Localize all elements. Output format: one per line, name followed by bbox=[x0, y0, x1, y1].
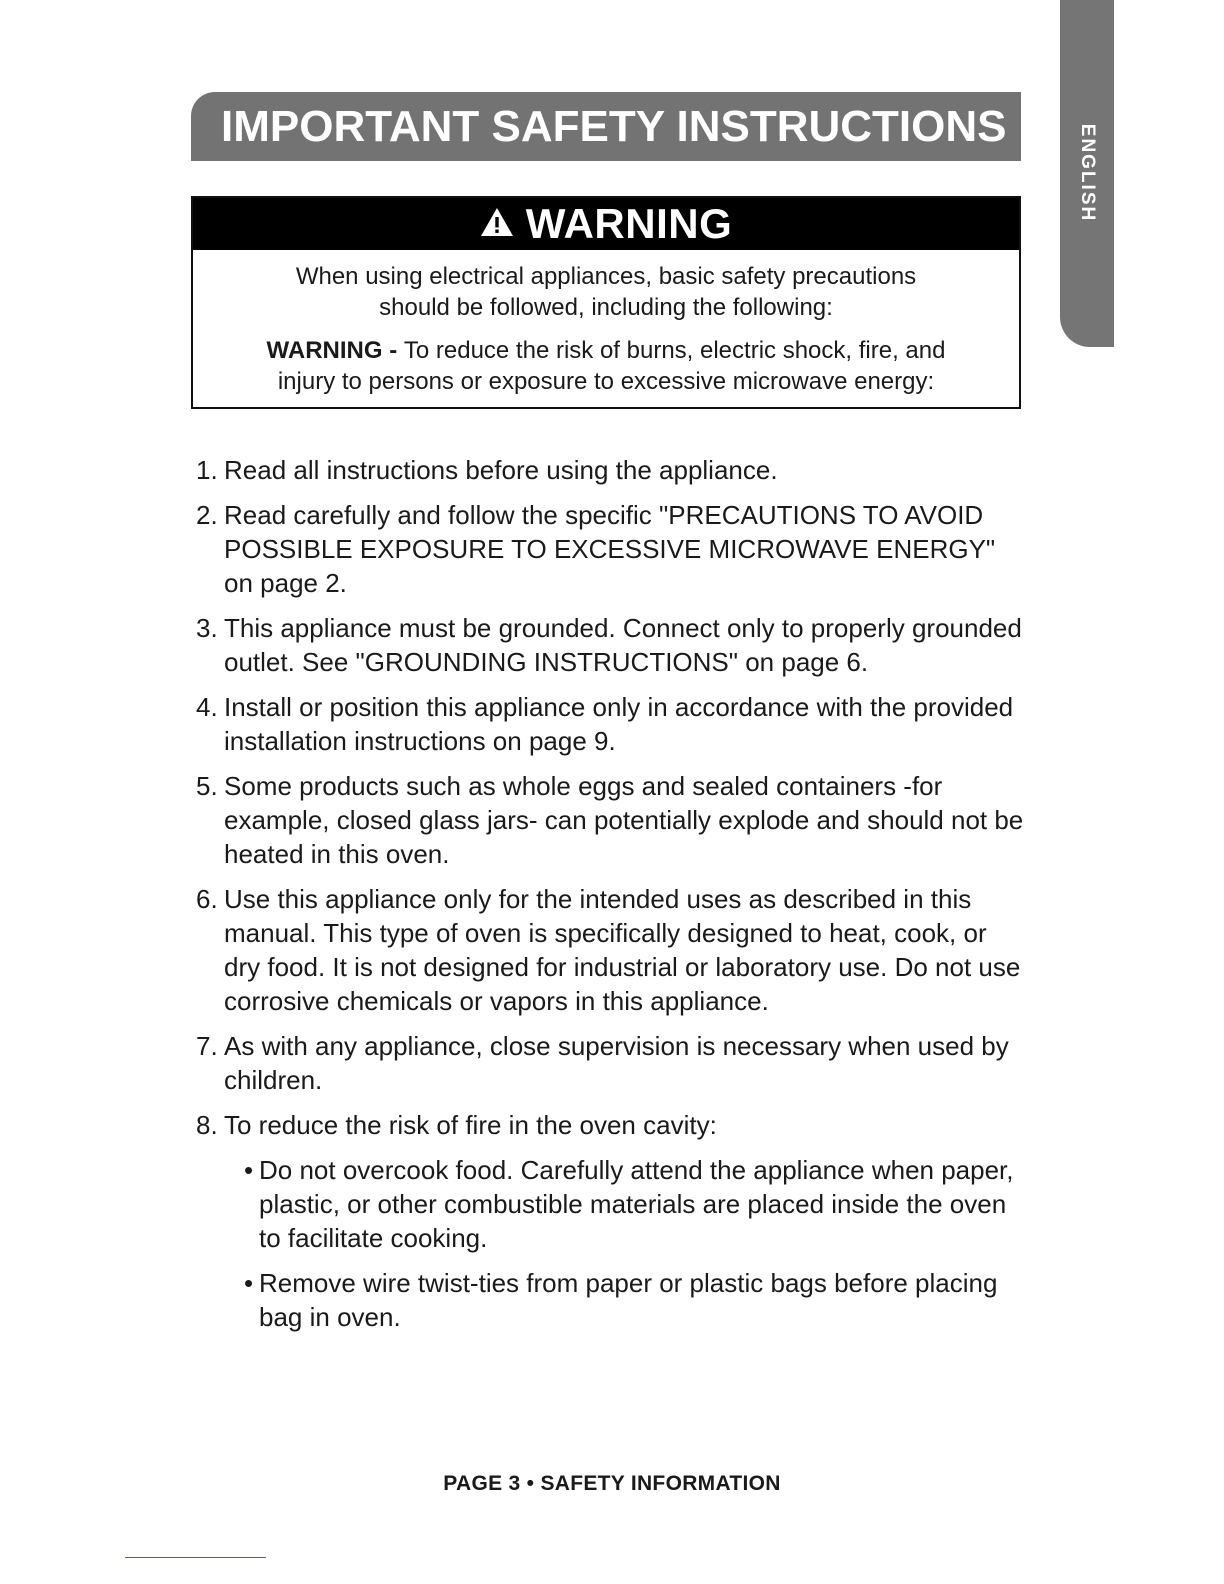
warning-intro-line-2: should be followed, including the following: bbox=[379, 294, 833, 321]
sub-item-text: Remove wire twist-ties from paper or plastic bags before placing bag in oven. bbox=[259, 1268, 998, 1332]
instruction-item bbox=[196, 498, 1026, 600]
instruction-number: 6. bbox=[196, 884, 218, 914]
warning-intro bbox=[193, 261, 1019, 323]
instruction-text: To reduce the risk of fire in the oven cavity: bbox=[224, 1110, 717, 1140]
warning-label: WARNING - bbox=[266, 337, 404, 364]
instruction-text: Some products such as whole eggs and sealed containers -for example, closed glass jars- can potentially explode and should not be heated in this oven. bbox=[224, 771, 1024, 869]
instruction-number: 8. bbox=[196, 1110, 218, 1140]
page-title: IMPORTANT SAFETY INSTRUCTIONS bbox=[221, 101, 1007, 151]
instruction-item bbox=[196, 611, 1026, 679]
sub-item bbox=[244, 1266, 1026, 1334]
instruction-text: Use this appliance only for the intended uses as described in this manual. This type of oven is specifically designed to heat, cook, or dry food. It is not designed for industrial or laboratory use. Do not use corrosive chemicals or vapors in this appliance. bbox=[224, 884, 1021, 1016]
fire-risk-sublist bbox=[224, 1153, 1026, 1334]
instruction-item bbox=[196, 882, 1026, 1018]
warning-box bbox=[191, 196, 1021, 409]
warning-statement-line-1: To reduce the risk of burns, electric shock, fire, and bbox=[403, 337, 946, 364]
sub-item bbox=[244, 1153, 1026, 1255]
warning-triangle-icon bbox=[480, 207, 514, 242]
instruction-list bbox=[196, 453, 1026, 1345]
instruction-item bbox=[196, 1108, 1026, 1334]
instruction-text: Read carefully and follow the specific "PRECAUTIONS TO AVOID POSSIBLE EXPOSURE TO EXCESSIVE MICROWAVE ENERGY" on page 2. bbox=[224, 500, 996, 598]
instruction-item bbox=[196, 1029, 1026, 1097]
warning-statement-line-2: injury to persons or exposure to excessive microwave energy: bbox=[277, 368, 935, 395]
bullet-icon: • bbox=[244, 1268, 254, 1298]
instruction-text: Read all instructions before using the appliance. bbox=[224, 455, 778, 485]
language-tab-label: ENGLISH bbox=[1077, 123, 1098, 223]
bullet-icon: • bbox=[244, 1155, 254, 1185]
divider-line bbox=[125, 1557, 266, 1558]
instruction-item bbox=[196, 769, 1026, 871]
instruction-text: As with any appliance, close supervision is necessary when used by children. bbox=[224, 1031, 1009, 1095]
instruction-text: Install or position this appliance only in accordance with the provided installation instructions on page 9. bbox=[224, 692, 1014, 756]
instruction-number: 2. bbox=[196, 500, 218, 530]
instruction-item bbox=[196, 453, 1026, 487]
warning-header bbox=[193, 198, 1019, 250]
warning-body bbox=[193, 250, 1019, 397]
warning-statement bbox=[193, 335, 1019, 397]
instruction-number: 4. bbox=[196, 692, 218, 722]
instruction-number: 5. bbox=[196, 771, 218, 801]
instruction-item bbox=[196, 690, 1026, 758]
instruction-number: 1. bbox=[196, 455, 218, 485]
page-footer: PAGE 3 • SAFETY INFORMATION bbox=[443, 1472, 781, 1495]
instruction-number: 7. bbox=[196, 1031, 218, 1061]
warning-heading: WARNING bbox=[525, 200, 733, 247]
warning-intro-line-1: When using electrical appliances, basic safety precautions bbox=[295, 263, 917, 290]
instruction-text: This appliance must be grounded. Connect only to properly grounded outlet. See "GROUNDING INSTRUCTIONS" on page 6. bbox=[224, 613, 1022, 677]
instruction-number: 3. bbox=[196, 613, 218, 643]
title-banner bbox=[191, 92, 1021, 161]
sub-item-text: Do not overcook food. Carefully attend the appliance when paper, plastic, or other combustible materials are placed inside the oven to facilitate cooking. bbox=[259, 1155, 1014, 1253]
